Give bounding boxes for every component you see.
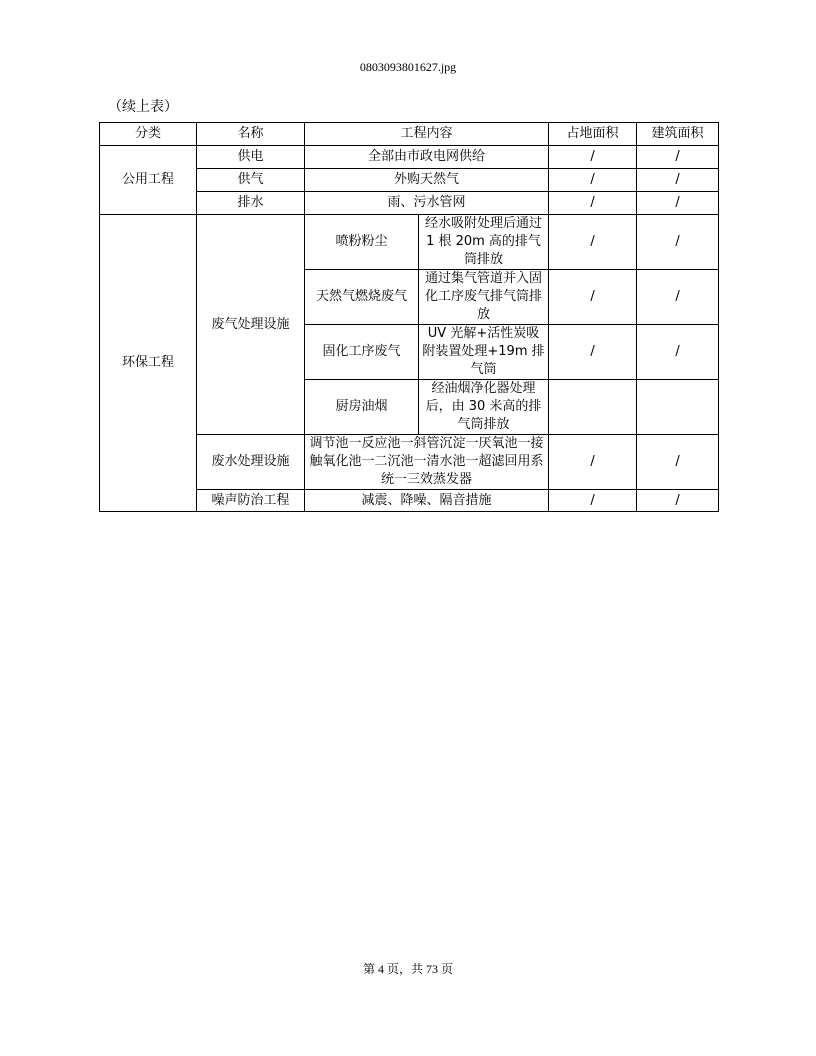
building-area-cell: / [637,490,719,512]
source-cell: 喷粉粉尘 [305,215,419,270]
content-cell: 雨、污水管网 [305,192,549,215]
building-area-cell: / [637,215,719,270]
building-area-cell: / [637,270,719,325]
category-env: 环保工程 [100,215,197,512]
name-cell: 供气 [197,169,305,192]
building-area-cell: / [637,325,719,380]
source-cell: 天然气燃烧废气 [305,270,419,325]
land-area-cell: / [549,490,637,512]
land-area-cell [549,380,637,435]
table-caption: （续上表） [108,99,178,115]
table-row [100,146,719,169]
header-name: 名称 [197,123,305,146]
name-cell: 排水 [197,192,305,215]
content-cell: 经油烟净化器处理后，由 30 米高的排气筒排放 [419,380,549,435]
page-header-filename: 0803093801627.jpg [359,60,457,74]
land-area-cell: / [549,146,637,169]
header-content: 工程内容 [305,123,549,146]
header-category: 分类 [100,123,197,146]
name-exhaust: 废气处理设施 [197,215,305,435]
content-cell: 减震、降噪、隔音措施 [305,490,549,512]
content-cell: 外购天然气 [305,169,549,192]
source-cell: 厨房油烟 [305,380,419,435]
source-cell: 固化工序废气 [305,325,419,380]
table-row [100,215,719,270]
header-land-area: 占地面积 [549,123,637,146]
content-cell: 调节池一反应池一斜管沉淀一厌氧池一接触氧化池一二沉池一清水池一超滤回用系统一三效蒸发器 [305,435,549,490]
building-area-cell: / [637,192,719,215]
engineering-table [99,122,719,512]
name-cell: 供电 [197,146,305,169]
land-area-cell: / [549,435,637,490]
building-area-cell: / [637,169,719,192]
table-header-row [100,123,719,146]
building-area-cell: / [637,146,719,169]
header-building-area: 建筑面积 [637,123,719,146]
category-public: 公用工程 [100,146,197,215]
name-noise: 噪声防治工程 [197,490,305,512]
building-area-cell: / [637,435,719,490]
page-footer: 第 4 页，共 73 页 [362,962,453,976]
land-area-cell: / [549,169,637,192]
building-area-cell [637,380,719,435]
land-area-cell: / [549,215,637,270]
land-area-cell: / [549,192,637,215]
land-area-cell: / [549,325,637,380]
content-cell: UV 光解+活性炭吸附装置处理+19m 排气筒 [419,325,549,380]
content-cell: 经水吸附处理后通过 1 根 20m 高的排气筒排放 [419,215,549,270]
land-area-cell: / [549,270,637,325]
name-wastewater: 废水处理设施 [197,435,305,490]
content-cell: 通过集气管道并入固化工序废气排气筒排放 [419,270,549,325]
content-cell: 全部由市政电网供给 [305,146,549,169]
